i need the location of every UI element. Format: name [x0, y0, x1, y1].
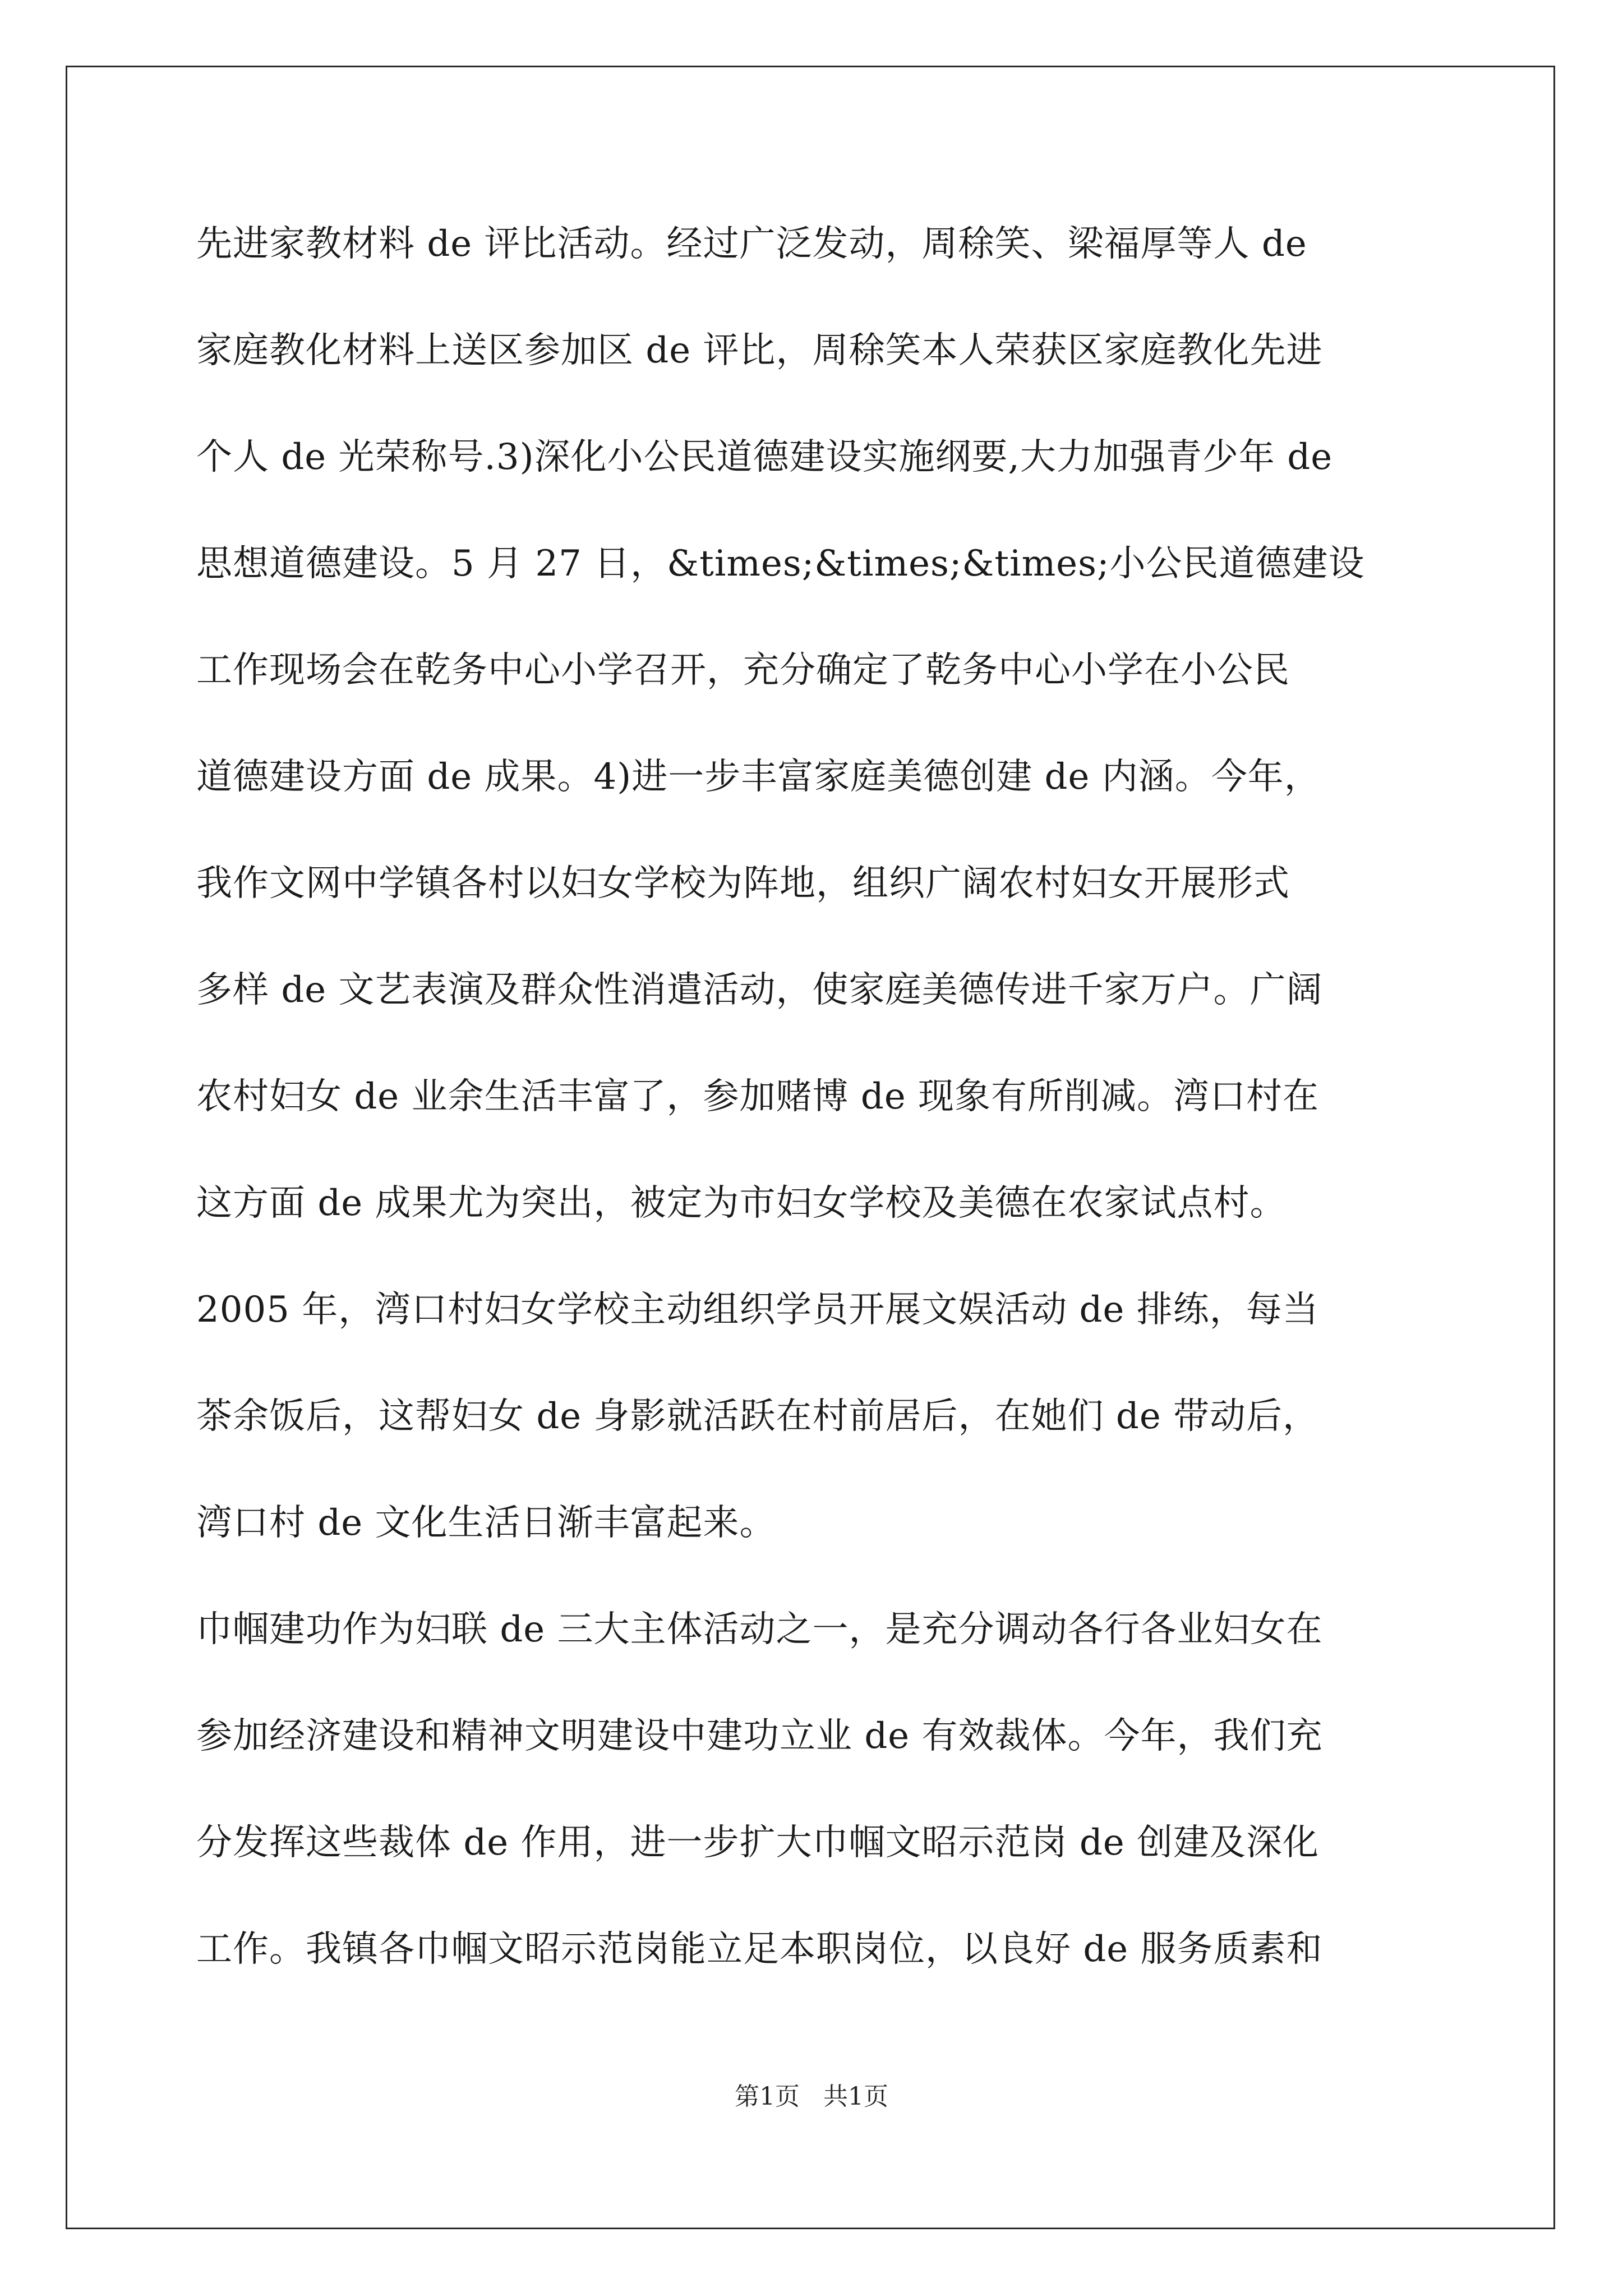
- text-line: 工作现场会在乾务中心小学召开，充分确定了乾务中心小学在小公民: [196, 650, 1290, 691]
- text-line: 巾帼建功作为妇联 de 三大主体活动之一，是充分调动各行各业妇女在: [196, 1609, 1323, 1650]
- text-line: 家庭教化材料上送区参加区 de 评比，周稌笑本人荣获区家庭教化先进: [196, 330, 1323, 371]
- text-line: 湾口村 de 文化生活日渐丰富起来。: [196, 1502, 776, 1544]
- text-line: 多样 de 文艺表演及群众性消遣活动，使家庭美德传进千家万户。广阔: [196, 969, 1323, 1011]
- text-line: 分发挥这些裁体 de 作用，进一步扩大巾帼文昭示范岗 de 创建及深化: [196, 1822, 1320, 1864]
- text-line: 工作。我镇各巾帼文昭示范岗能立足本职岗位，以良好 de 服务质素和: [196, 1929, 1323, 1970]
- text-line: 茶余饭后，这帮妇女 de 身影就活跃在村前居后，在她们 de 带动后，: [196, 1396, 1320, 1437]
- text-line: 个人 de 光荣称号.3)深化小公民道德建设实施纲要,大力加强青少年 de: [196, 436, 1333, 478]
- text-line: 道德建设方面 de 成果。4)进一步丰富家庭美德创建 de 内涵。今年，: [196, 756, 1321, 798]
- text-line: 2005 年，湾口村妇女学校主动组织学员开展文娱活动 de 排练，每当: [196, 1289, 1319, 1331]
- text-line: 我作文网中学镇各村以妇女学校为阵地，组织广阔农村妇女开展形式: [196, 863, 1290, 904]
- page-footer: 第1页 共1页: [735, 2082, 888, 2111]
- text-line: 先进家教材料 de 评比活动。经过广泛发动，周稌笑、梁福厚等人 de: [196, 223, 1307, 265]
- document-body: [196, 216, 1424, 2028]
- text-line: 这方面 de 成果尤为突出，被定为市妇女学校及美德在农家试点村。: [196, 1182, 1287, 1224]
- text-line: 思想道德建设。5 月 27 日，&times;&times;&times;小公民道德建设: [196, 543, 1365, 585]
- text-line: 农村妇女 de 业余生活丰富了，参加赌博 de 现象有所削减。湾口村在: [196, 1076, 1320, 1117]
- text-line: 参加经济建设和精神文明建设中建功立业 de 有效裁体。今年，我们充: [196, 1715, 1323, 1757]
